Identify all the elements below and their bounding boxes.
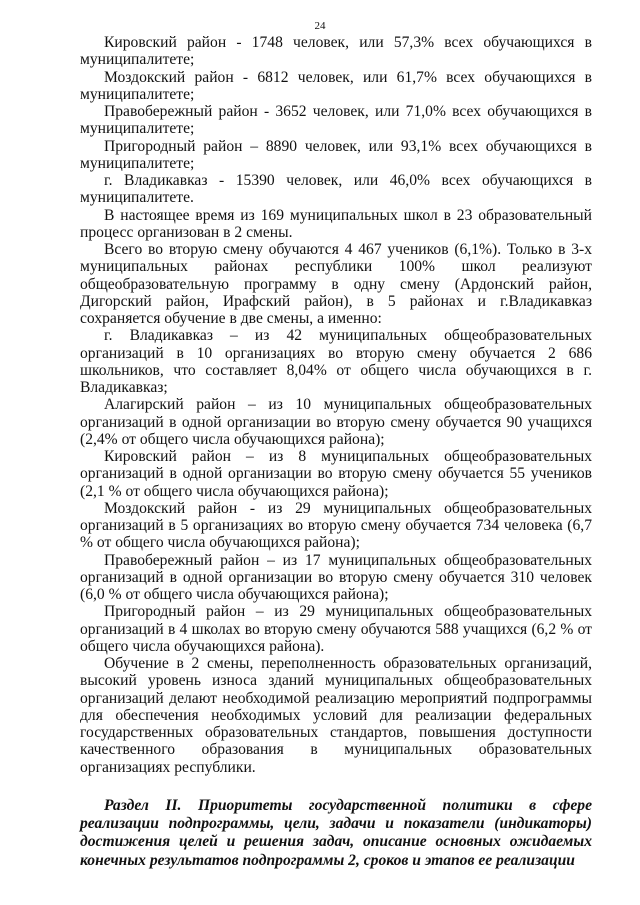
paragraph-alagirsky-second-shift: Алагирский район – из 10 муниципальных общеобразовательных организаций в одной организации во вторую смену обучается 90 учащихся (2,4% от общего числа обучающихся района); [80,396,592,448]
paragraph-second-shift-total: Всего во вторую смену обучаются 4 467 учеников (6,1%). Только в 3-х муниципальных районах республики 100% школ реализуют общеобразовательную программу в одну смену (Ардонский район, Дигорский район, Ирафский район), в 5 районах и г.Владикавказ сохраняется обучение в две смены, а именно: [80,241,592,327]
paragraph-mozdoksky-second-shift: Моздокский район - из 29 муниципальных общеобразовательных организаций в 5 организациях во вторую смену обучается 734 человека (6,7 % от общего числа обучающихся района); [80,499,592,552]
paragraph-kirovsky-second-shift: Кировский район – из 8 муниципальных общеобразовательных организаций в одной организации во вторую смену обучается 55 учеников (2,1 % от общего числа обучающихся района); [80,448,592,500]
section-heading: Раздел II. Приоритеты государственной политики в сфере реализации подпрограммы, цели, задачи и показатели (индикаторы) достижения целей и решения задач, описание основных ожидаемых конечных результатов подпрограммы 2, сроков и этапов ее реализации [80,797,592,869]
paragraph-vladikavkaz-second-shift: г. Владикавказ – из 42 муниципальных общеобразовательных организаций в 10 организациях во вторую смену обучается 2 686 школьников, что составляет 8,04% от общего числа обучающихся в г. Владикавказ; [80,327,592,396]
paragraph-vladikavkaz-share: г. Владикавказ - 15390 человек, или 46,0% всех обучающихся в муниципалитете. [80,172,592,207]
paragraph-prigorodny-second-shift: Пригородный район – из 29 муниципальных общеобразовательных организаций в 4 школах во вторую смену обучаются 588 учащихся (6,2 % от общего числа обучающихся района). [80,603,592,655]
paragraph-mozdoksky-share: Моздокский район - 6812 человек, или 61,7% всех обучающихся в муниципалитете; [80,68,592,103]
paragraph-two-shift-schools: В настоящее время из 169 муниципальных школ в 23 образовательный процесс организован в 2 смены. [80,206,592,241]
document-body [80,34,592,776]
paragraph-pravoberezhny-second-shift: Правобережный район – из 17 муниципальных общеобразовательных организаций в одной организации во вторую смену обучается 310 человек (6,0 % от общего числа обучающихся района); [80,551,592,603]
paragraph-conclusion: Обучение в 2 смены, переполненность образовательных организаций, высокий уровень износа зданий муниципальных общеобразовательных организаций делают необходимой реализацию мероприятий подпрограммы для обеспечения необходимых условий для реализации федеральных государственных образовательных стандартов, повышения доступности качественного образования в муниципальных образовательных организациях республики. [80,655,592,776]
page-number: 24 [314,20,326,32]
paragraph-prigorodny-share: Пригородный район – 8890 человек, или 93,1% всех обучающихся в муниципалитете; [80,137,592,172]
paragraph-pravoberezhny-share: Правобережный район - 3652 человек, или 71,0% всех обучающихся в муниципалитете; [80,103,592,138]
paragraph-kirovsky-share: Кировский район - 1748 человек, или 57,3% всех обучающихся в муниципалитете; [80,34,592,69]
